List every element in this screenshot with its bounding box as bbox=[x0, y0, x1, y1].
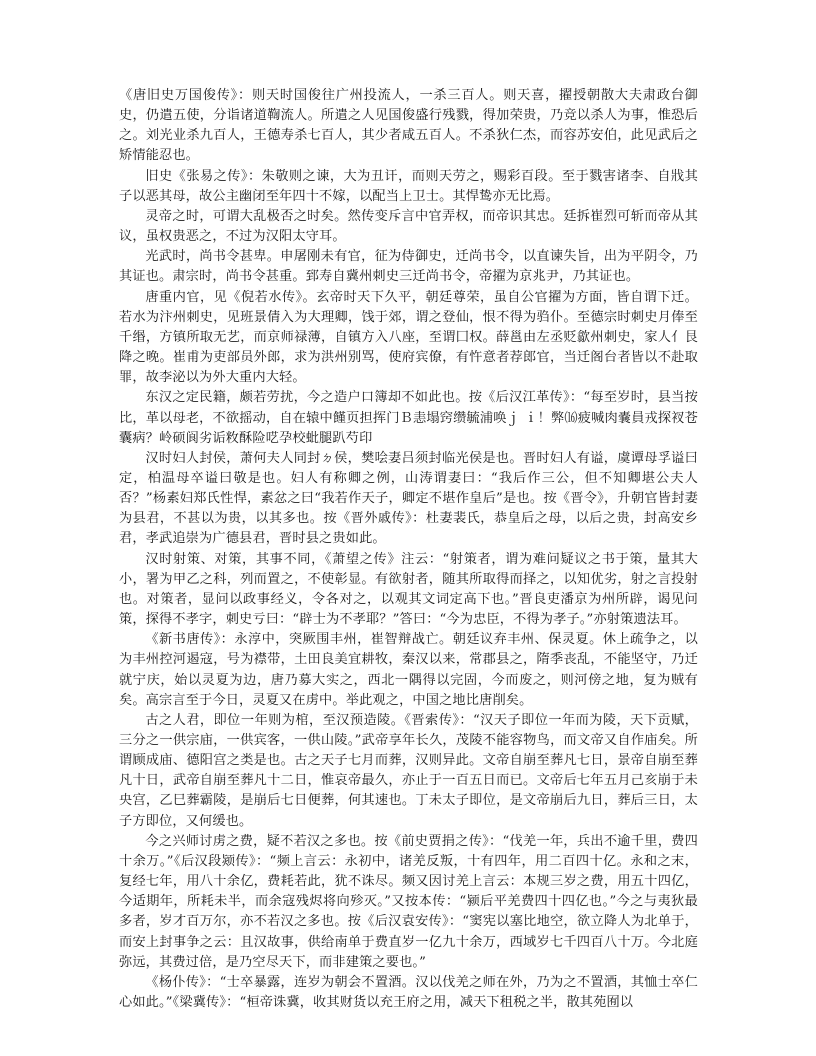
paragraph-xingshi-fei: 今之兴师讨虏之费，疑不若汉之多也。按《前史贾捐之传》：“伐羌一年，兵出不逾千里，费四十余万。”《后汉段颎传》：“频上言云：永初中，诸羌反叛，十有四年，用二百四十亿。永和之末，复经七年，用八十余亿，费耗若此，犹不诛尽。频又因讨羌上言云：本规三岁之费，用五十四亿，今适期年，所耗未半，而余寇残烬将向殄灭。”又按本传：“颍后平羌费四十四亿也。”今之与夷狄最多者，岁才百万尔，亦不若汉之多也。按《后汉袁安传》：“窦宪以塞比地空，欲立降人为北单于，而安上封事争之云：且汉故事，供给南单于费直岁一亿九十余万，西域岁七千四百八十万。今北庭弥远，其费过倍，是乃空尽天下，而非建策之要也。” bbox=[119, 833, 698, 970]
paragraph-zhang-yizhi: 旧史《张易之传》：朱敬则之谏，大为丑讦，而则天劳之，赐彩百段。至于戮害诸李、自戕其子以恶其母，故公主幽闭至年四十不嫁，以配当上卫士。其悍鸷亦无比焉。 bbox=[119, 168, 698, 204]
paragraph-fengzhou: 《新书唐传》：永淳中，突厥围丰州，崔智辩战亡。朝廷议弃丰州、保灵夏。休上疏争之，以为丰州控河遏寇，号为襟带，土田良美宜耕牧，秦汉以来，常郡县之，隋季丧乱，不能坚守，乃迁就宁庆，始以灵夏为边，唐乃募大实之，西北一隅得以完固，今而废之，则河傍之地，复为贼有矣。高宗言至于今日，灵夏又在虏中。举此观之，中国之地比唐削矣。 bbox=[119, 632, 698, 708]
paragraph-renjun-ling: 古之人君，即位一年则为棺，至汉预造陵。《晋索传》：“汉天子即位一年而为陵，天下贡赋，三分之一供宗庙，一供宾客，一供山陵。”武帝享年长久，茂陵不能容物鸟，而文帝又自作庙矣。所谓顾成庙、德阳宫之类是也。古之天子七月而葬，汉则异此。文帝自崩至葬凡七日，景帝自崩至葬凡十日，武帝自崩至葬凡十二日，惟哀帝最久，亦止于一百五日而已。文帝后七年五月己亥崩于未央宫，乙巳葬霸陵，是崩后七日便葬，何其速也。丁未太子即位，是文帝崩后九日，葬后三日，太子方即位，又何缓也。 bbox=[119, 712, 698, 829]
paragraph-yangpu-liangji: 《杨仆传》：“士卒暴露，连岁为朝会不置酒。汉以伐羌之师在外，乃为之不置酒，其恤士卒仁心如此。”《梁冀传》：“桓帝诛冀，收其财货以充王府之用，减天下租税之半，散其苑囿以 bbox=[119, 974, 698, 1011]
paragraph-guangwu-shangshu: 光武时，尚书令甚卑。申屠刚未有官，征为侍御史，迁尚书令，以直谏失旨，出为平阴令，乃其证也。肃宗时，尚书令甚重。郅寿自冀州刺史三迁尚书令，帝擢为京兆尹，乃其证也。 bbox=[119, 249, 698, 285]
paragraph-tang-neiguan: 唐重内官，见《倪若水传》。玄帝时天下久平，朝廷尊荣，虽自公官擢为方面，皆自谓下迁。若水为汴州刺史，见班景倩入为大理卿，饯于郊，谓之登仙，恨不得为驺仆。至德宗时刺史月俸至千缗，方镇所取无艺，而京师禄薄，自镇方入八座，至谓囗权。薛邕由左丞贬歙州刺史，家人亻艮降之晚。崔甫为吏部员外郎，求为洪州别骂，使府宾僚，有忤意者荐郎官，当迁阁台者皆以不赴取罪，故李泌以为外大重内大轻。 bbox=[119, 289, 698, 386]
paragraph-donghan-minji: 东汉之定民籍，颇若劳扰，今之造户口簿却不如此也。按《后汉江革传》：“每至岁时，县当按比，革以母老，不欲摇动，自在辕中饉页担挥门Ｂ恚塌窍缵毓浦唤ｊ ｉ！弊⒃疲喊肉嚢員戎探衩苍囊病？岭硕阆劣诟敉酥险呓孕校蚍腿趴芍印 bbox=[119, 390, 698, 446]
paragraph-wan-guojun: 《唐旧史万国俊传》：则天时国俊往广州投流人，一杀三百人。则天喜，擢授朝散大夫肃政台御史，仍遣五使，分诣诸道鞫流人。所遣之人见国俊盛行残戮，得加荣贵，乃竞以杀人为事，惟恐后之。刘光业杀九百人，王德寿杀七百人，其少者咸五百人。不杀狄仁杰，而容苏安伯，此见武后之矫情能忍也。 bbox=[119, 88, 698, 164]
paragraph-shece-duice: 汉时射策、对策，其事不同，《萧望之传》注云：“射策者，谓为难问疑议之书于策，量其大小，署为甲乙之科，列而置之，不使彰显。有欲射者，随其所取得而择之，以知优劣，射之言投射也。对策者，显问以政事经义，令各对之，以观其文词定高下也。”晋良吏潘京为州所辟，谒见问策，探得不孝字，刺史亏曰：“辟士为不孝耶？”答曰：“今为忠臣，不得为孝子。”亦射策遗法耳。 bbox=[119, 551, 698, 628]
paragraph-furen-fenghou: 汉时妇人封侯，萧何夫人同封ㄉ侯，樊哙妻吕须封临光侯是也。晋时妇人有谥，虞谭母孚谥曰定，柏温母卒谥曰敬是也。妇人有称卿之例，山涛谓妻曰：“我后作三公，但不知卿堪公夫人否？”杨素妇郑氏性悍，素忿之曰“我若作天子，卿定不堪作皇后”是也。按《晋令》，升朝官皆封妻为县君，不甚以为贵，以其多也。按《晋外戚传》：杜妻裴氏，恭皇后之母，以后之贵，封高安乡君，孝武追崇为广德县君，晋时县之贵如此。 bbox=[119, 450, 698, 547]
paragraph-lingdi: 灵帝之时，可谓大乱极否之时矣。然传变斥言中官弄权，而帝识其忠。廷拆崔烈可斩而帝从其议，虽权贵恶之，不过为汉阳太守耳。 bbox=[119, 208, 698, 245]
